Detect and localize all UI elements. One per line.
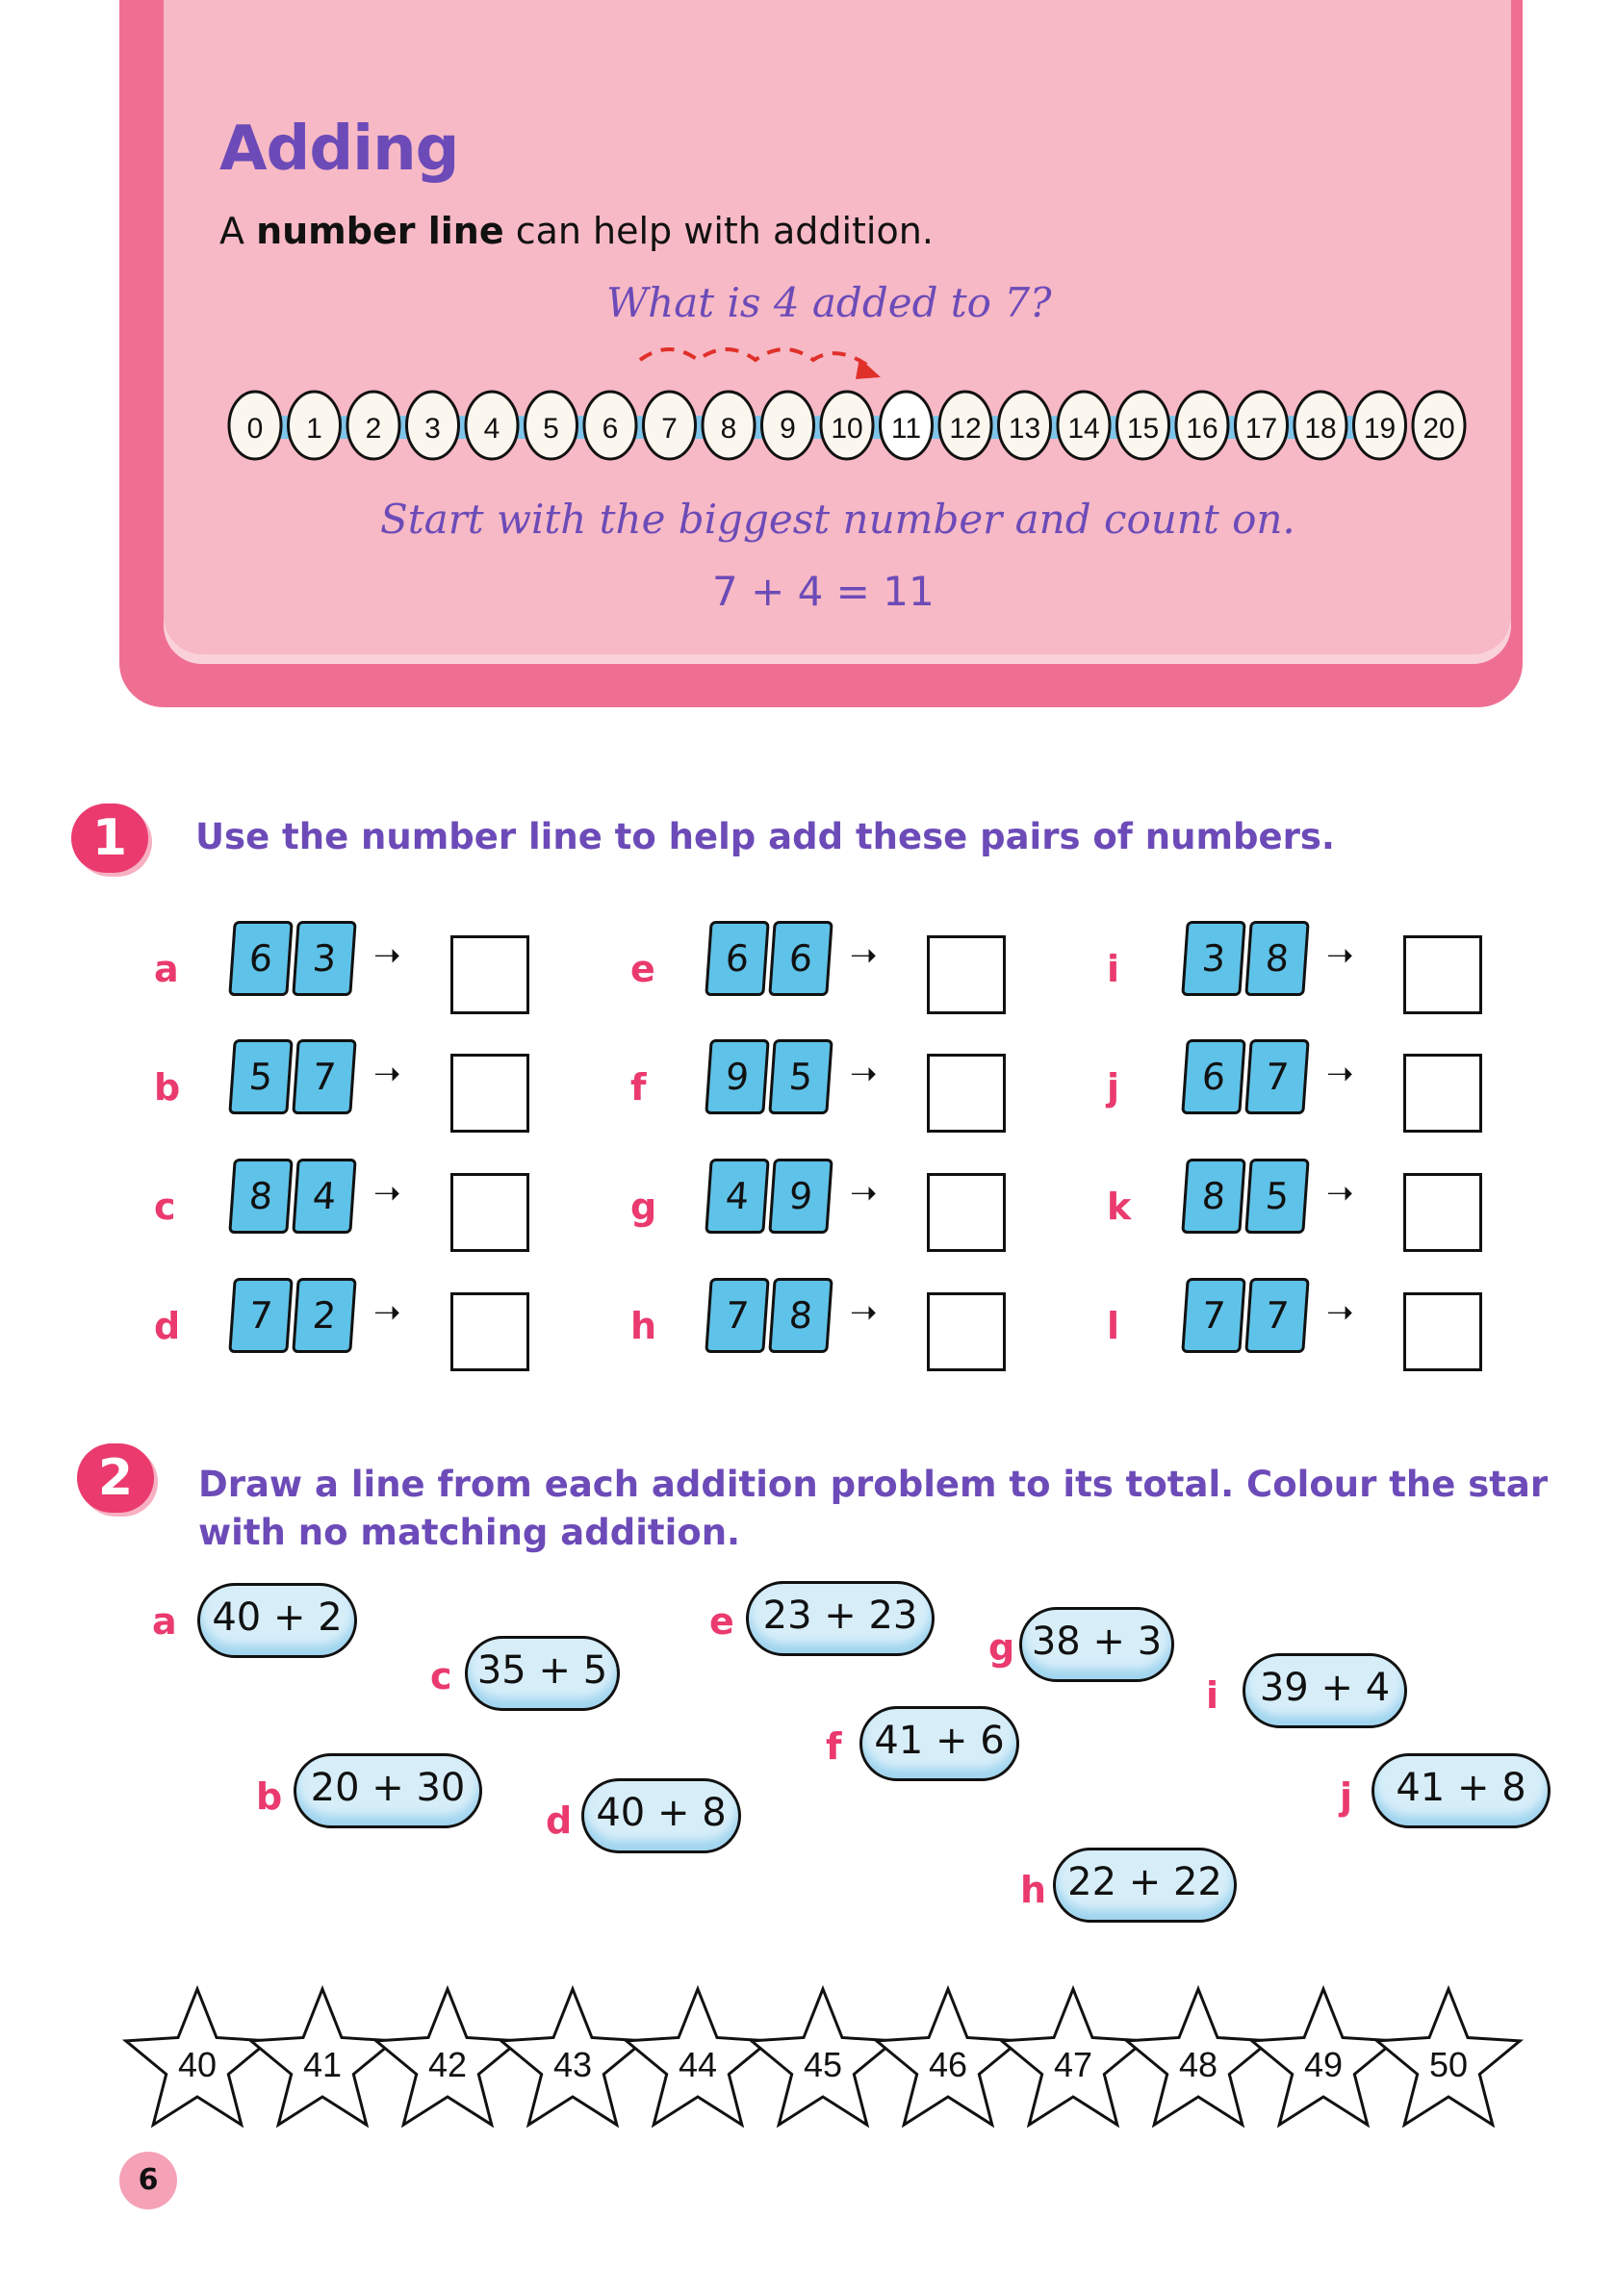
total-star[interactable] bbox=[1252, 1989, 1395, 2125]
count-on-arrow bbox=[640, 349, 871, 368]
star-label: 46 bbox=[928, 2045, 968, 2084]
number-line-egg bbox=[999, 392, 1051, 459]
arrow-icon: ➝ bbox=[373, 936, 401, 975]
item-letter: e bbox=[630, 948, 655, 990]
egg-label: 3 bbox=[424, 413, 441, 445]
count-on-arrowhead bbox=[856, 358, 881, 379]
number-line-egg bbox=[1058, 392, 1110, 459]
number-card-2: 5 bbox=[768, 1039, 833, 1114]
egg-label: 17 bbox=[1244, 413, 1278, 445]
egg-label: 4 bbox=[483, 413, 500, 445]
egg-label: 8 bbox=[720, 413, 737, 445]
egg-label: 6 bbox=[602, 413, 619, 445]
star-label: 42 bbox=[427, 2045, 468, 2084]
egg-label: 13 bbox=[1008, 413, 1041, 445]
item-letter: i bbox=[1107, 948, 1120, 990]
addition-cloud[interactable]: 41 + 6 bbox=[859, 1706, 1019, 1781]
answer-box[interactable] bbox=[450, 1292, 529, 1371]
egg-label: 9 bbox=[780, 413, 796, 445]
number-card-1: 8 bbox=[228, 1159, 293, 1234]
number-card-1: 8 bbox=[1181, 1159, 1245, 1234]
number-line-egg bbox=[762, 392, 814, 459]
arrow-icon: ➝ bbox=[373, 1293, 401, 1332]
number-card-1: 6 bbox=[1181, 1039, 1245, 1114]
egg-label: 11 bbox=[890, 413, 922, 445]
addition-cloud[interactable]: 38 + 3 bbox=[1019, 1607, 1174, 1682]
number-card-1: 9 bbox=[705, 1039, 769, 1114]
answer-box[interactable] bbox=[1403, 1054, 1482, 1133]
star-label: 45 bbox=[803, 2045, 843, 2084]
question-1-badge: 1 bbox=[71, 804, 148, 873]
star-label: 47 bbox=[1053, 2045, 1093, 2084]
addition-cloud[interactable]: 39 + 4 bbox=[1243, 1653, 1407, 1728]
addition-cloud[interactable]: 41 + 8 bbox=[1371, 1753, 1551, 1828]
number-card-1: 6 bbox=[705, 921, 769, 996]
egg-label: 7 bbox=[661, 413, 678, 445]
addition-cloud[interactable]: 40 + 2 bbox=[197, 1583, 357, 1658]
star-label: 44 bbox=[678, 2045, 718, 2084]
egg-label: 1 bbox=[306, 413, 322, 445]
number-card-2: 7 bbox=[292, 1039, 356, 1114]
arrow-icon: ➝ bbox=[850, 1055, 878, 1093]
answer-box[interactable] bbox=[927, 935, 1006, 1014]
cloud-letter: j bbox=[1340, 1775, 1353, 1818]
addition-cloud[interactable]: 40 + 8 bbox=[581, 1778, 741, 1853]
number-card-1: 6 bbox=[228, 921, 293, 996]
cloud-letter: g bbox=[988, 1626, 1015, 1669]
question-2-instruction bbox=[198, 1461, 1548, 1557]
intro-panel bbox=[164, 0, 1511, 664]
total-star[interactable] bbox=[752, 1989, 894, 2125]
number-card-1: 7 bbox=[228, 1278, 293, 1353]
number-line-egg bbox=[584, 392, 636, 459]
item-letter: k bbox=[1107, 1186, 1132, 1228]
number-line-egg bbox=[1117, 392, 1169, 459]
arrow-icon: ➝ bbox=[850, 1174, 878, 1212]
number-card-2: 5 bbox=[1244, 1159, 1309, 1234]
total-star[interactable] bbox=[1127, 1989, 1269, 2125]
question-2-instruction-line1: Draw a line from each addition problem to its total. Colour the star bbox=[198, 1464, 1549, 1505]
star-label: 41 bbox=[302, 2045, 343, 2084]
intro-text-prefix: A bbox=[219, 210, 257, 252]
egg-label: 10 bbox=[831, 413, 863, 445]
egg-label: 2 bbox=[365, 413, 382, 445]
egg-label: 5 bbox=[543, 413, 559, 445]
arrow-icon: ➝ bbox=[850, 936, 878, 975]
egg-label: 14 bbox=[1067, 413, 1100, 445]
answer-box[interactable] bbox=[1403, 935, 1482, 1014]
number-line-egg bbox=[466, 392, 518, 459]
arrow-icon: ➝ bbox=[1326, 1293, 1354, 1332]
total-star[interactable] bbox=[501, 1989, 644, 2125]
egg-label: 20 bbox=[1423, 413, 1455, 445]
number-line-egg bbox=[703, 392, 755, 459]
number-card-2: 7 bbox=[1244, 1039, 1309, 1114]
total-star[interactable] bbox=[1002, 1989, 1144, 2125]
answer-box[interactable] bbox=[450, 1173, 529, 1252]
arrow-icon: ➝ bbox=[373, 1174, 401, 1212]
number-card-2: 3 bbox=[292, 921, 356, 996]
number-line-egg bbox=[644, 392, 696, 459]
answer-box[interactable] bbox=[927, 1054, 1006, 1133]
star-label: 48 bbox=[1178, 2045, 1218, 2084]
answer-box[interactable] bbox=[1403, 1173, 1482, 1252]
number-card-2: 6 bbox=[768, 921, 833, 996]
answer-box[interactable] bbox=[450, 1054, 529, 1133]
item-letter: h bbox=[630, 1305, 657, 1347]
answer-box[interactable] bbox=[450, 935, 529, 1014]
egg-label: 16 bbox=[1186, 413, 1218, 445]
number-card-1: 4 bbox=[705, 1159, 769, 1234]
intro-text-bold: number line bbox=[256, 210, 504, 252]
number-card-2: 8 bbox=[768, 1278, 833, 1353]
star-label: 43 bbox=[552, 2045, 593, 2084]
egg-label: 19 bbox=[1363, 413, 1397, 445]
cloud-letter: e bbox=[709, 1600, 734, 1643]
number-line-egg bbox=[289, 392, 341, 459]
number-line-egg bbox=[939, 392, 991, 459]
number-card-1: 7 bbox=[705, 1278, 769, 1353]
total-star[interactable] bbox=[627, 1989, 769, 2125]
egg-label: 0 bbox=[246, 413, 264, 445]
total-star[interactable] bbox=[126, 1989, 269, 2125]
number-card-2: 7 bbox=[1244, 1278, 1309, 1353]
number-card-1: 5 bbox=[228, 1039, 293, 1114]
number-card-1: 7 bbox=[1181, 1278, 1245, 1353]
arrow-icon: ➝ bbox=[1326, 1174, 1354, 1212]
cloud-letter: a bbox=[152, 1600, 177, 1643]
cloud-letter: c bbox=[430, 1655, 452, 1697]
answer-box[interactable] bbox=[927, 1292, 1006, 1371]
intro-question: What is 4 added to 7? bbox=[606, 279, 1052, 326]
intro-text-suffix: can help with addition. bbox=[503, 210, 934, 252]
number-line-egg bbox=[881, 392, 933, 459]
number-card-2: 9 bbox=[768, 1159, 833, 1234]
item-letter: d bbox=[154, 1305, 181, 1347]
arrow-icon: ➝ bbox=[1326, 1055, 1354, 1093]
intro-equation: 7 + 4 = 11 bbox=[712, 568, 935, 615]
number-line-egg bbox=[1354, 392, 1406, 459]
number-card-1: 3 bbox=[1181, 921, 1245, 996]
addition-cloud[interactable]: 22 + 22 bbox=[1053, 1848, 1237, 1923]
cloud-letter: d bbox=[546, 1799, 573, 1842]
star-label: 40 bbox=[177, 2045, 218, 2084]
question-1-instruction: Use the number line to help add these pairs of numbers. bbox=[195, 816, 1335, 857]
addition-cloud[interactable]: 20 + 30 bbox=[294, 1753, 482, 1828]
egg-label: 15 bbox=[1126, 413, 1160, 445]
page-number: 6 bbox=[119, 2152, 177, 2209]
intro-hint: Start with the biggest number and count on. bbox=[380, 496, 1295, 543]
page-title: Adding bbox=[219, 114, 459, 185]
addition-cloud[interactable]: 23 + 23 bbox=[746, 1581, 935, 1656]
answer-box[interactable] bbox=[1403, 1292, 1482, 1371]
cloud-letter: i bbox=[1206, 1674, 1219, 1717]
star-label: 49 bbox=[1303, 2045, 1344, 2084]
total-star[interactable] bbox=[877, 1989, 1019, 2125]
egg-label: 12 bbox=[949, 413, 982, 445]
question-2-badge: 2 bbox=[77, 1443, 154, 1513]
number-line-egg bbox=[1295, 392, 1346, 459]
total-star[interactable] bbox=[376, 1989, 519, 2125]
total-star[interactable] bbox=[1377, 1989, 1520, 2125]
egg-label: 18 bbox=[1304, 413, 1337, 445]
item-letter: l bbox=[1107, 1305, 1120, 1347]
number-card-2: 2 bbox=[292, 1278, 356, 1353]
arrow-icon: ➝ bbox=[850, 1293, 878, 1332]
arrow-icon: ➝ bbox=[373, 1055, 401, 1093]
item-letter: g bbox=[630, 1186, 657, 1228]
addition-cloud[interactable]: 35 + 5 bbox=[465, 1636, 620, 1711]
intro-text bbox=[219, 210, 934, 252]
number-line-egg bbox=[526, 392, 577, 459]
star-label: 50 bbox=[1428, 2045, 1469, 2084]
cloud-letter: h bbox=[1020, 1869, 1047, 1911]
arrow-icon: ➝ bbox=[1326, 936, 1354, 975]
item-letter: j bbox=[1107, 1066, 1120, 1109]
number-line-egg bbox=[1413, 392, 1465, 459]
cloud-letter: f bbox=[826, 1725, 842, 1768]
number-line-egg bbox=[229, 392, 281, 459]
question-2-instruction-line2: with no matching addition. bbox=[198, 1512, 741, 1553]
number-card-2: 4 bbox=[292, 1159, 356, 1234]
number-card-2: 8 bbox=[1244, 921, 1309, 996]
number-line-egg bbox=[1176, 392, 1228, 459]
item-letter: a bbox=[154, 948, 179, 990]
item-letter: b bbox=[154, 1066, 181, 1109]
number-line-egg bbox=[1236, 392, 1288, 459]
cloud-letter: b bbox=[256, 1775, 283, 1818]
number-line-egg bbox=[347, 392, 399, 459]
number-line bbox=[217, 339, 1455, 473]
number-line-egg bbox=[821, 392, 873, 459]
total-star[interactable] bbox=[251, 1989, 394, 2125]
answer-box[interactable] bbox=[927, 1173, 1006, 1252]
item-letter: f bbox=[630, 1066, 647, 1109]
item-letter: c bbox=[154, 1186, 176, 1228]
number-line-egg bbox=[407, 392, 459, 459]
stars-row bbox=[125, 1982, 1540, 2146]
